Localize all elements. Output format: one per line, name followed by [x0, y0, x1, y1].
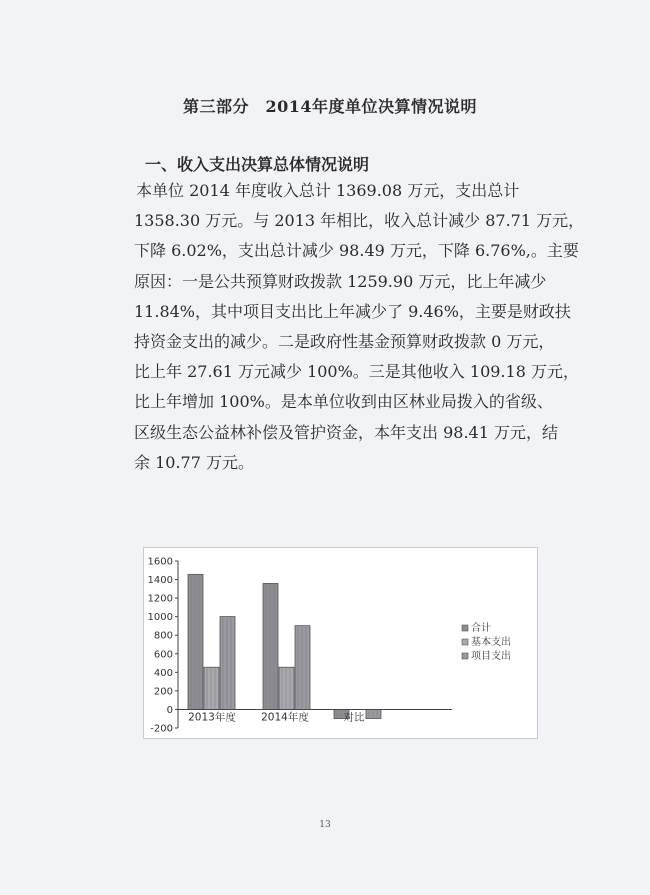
paragraph-line: 余 10.77 万元。	[134, 452, 254, 472]
y-tick-label: -200	[150, 723, 173, 735]
y-tick-label: 600	[153, 649, 173, 661]
y-tick-label: 800	[153, 630, 173, 642]
legend-label: 项目支出	[471, 651, 511, 662]
bar	[279, 667, 294, 709]
y-tick-label: 1600	[147, 556, 173, 568]
y-tick-label: 200	[153, 686, 173, 698]
section-heading: 一、收入支出决算总体情况说明	[145, 155, 370, 174]
bar	[204, 667, 219, 709]
paragraph-line: 比上年增加 100%。是本单位收到由区林业局拨入的省级、	[134, 392, 553, 412]
y-tick-label: 400	[153, 667, 173, 679]
y-tick-label: 0	[166, 704, 173, 716]
page-number: 13	[319, 820, 331, 830]
x-category-label: 2014年度	[261, 711, 309, 724]
bar	[188, 574, 203, 709]
y-tick-label: 1200	[147, 593, 173, 605]
legend-swatch	[462, 653, 468, 659]
body-paragraph	[134, 176, 585, 478]
y-tick-label: 1000	[147, 612, 173, 624]
paragraph-line: 1358.30 万元。与 2013 年相比，收入总计减少 87.71 万元，	[134, 211, 585, 231]
page-title: 第三部分 2014年度单位决算情况说明	[182, 97, 478, 116]
chart-canvas	[144, 548, 537, 738]
paragraph-line: 比上年 27.61 万元减少 100%。三是其他收入 109.18 万元，	[134, 362, 579, 382]
y-tick-label: 1400	[147, 575, 173, 587]
paragraph-line: 原因：一是公共预算财政拨款 1259.90 万元，比上年减少	[134, 271, 547, 291]
bar	[295, 626, 310, 710]
x-category-label: 对比	[343, 711, 365, 724]
bar	[220, 617, 235, 710]
legend-label: 基本支出	[471, 637, 511, 648]
x-category-label: 2013年度	[188, 711, 236, 724]
legend-label: 合计	[471, 623, 491, 634]
paragraph-line: 下降 6.02%，支出总计减少 98.49 万元，下降 6.76%,。主要	[134, 241, 579, 261]
bar	[263, 583, 278, 709]
bar-chart	[143, 547, 538, 739]
legend-swatch	[462, 639, 468, 645]
legend-swatch	[462, 625, 468, 631]
paragraph-line: 持资金支出的减少。二是政府性基金预算财政拨款 0 万元，	[134, 331, 555, 351]
bar	[366, 709, 381, 718]
paragraph-line: 本单位 2014 年度收入总计 1369.08 万元，支出总计	[136, 181, 520, 200]
paragraph-line: 11.84%，其中项目支出比上年减少了 9.46%，主要是财政扶	[134, 301, 571, 321]
paragraph-line: 区级生态公益林补偿及管护资金，本年支出 98.41 万元，结	[134, 422, 558, 442]
